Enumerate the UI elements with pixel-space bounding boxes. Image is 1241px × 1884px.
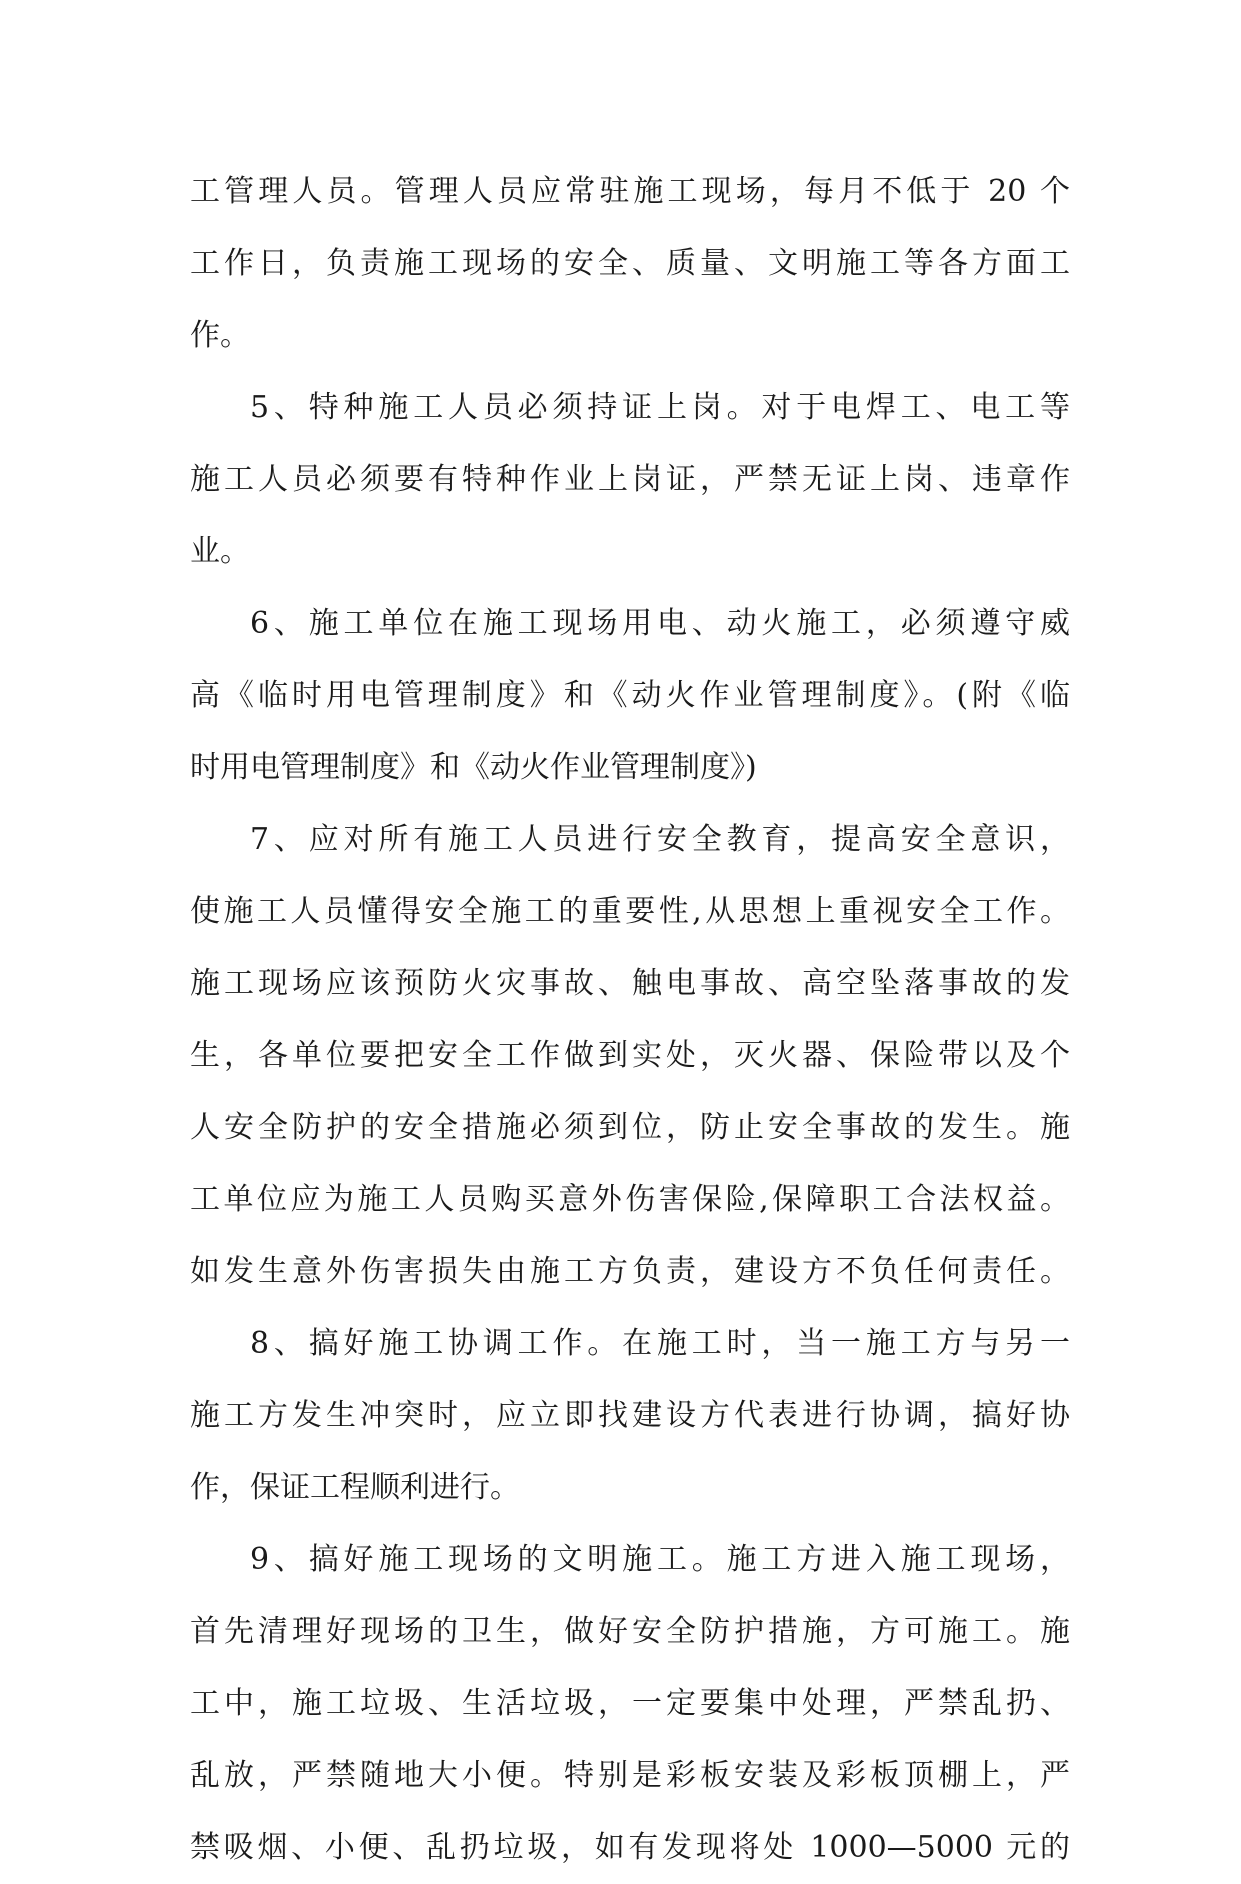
text-line: 如发生意外伤害损失由施工方负责，建设方不负任何责任。 — [190, 1254, 1070, 1289]
text-line: 人安全防护的安全措施必须到位，防止安全事故的发生。施 — [190, 1110, 1070, 1145]
paragraph-6-start: 6、施工单位在施工现场用电、动火施工，必须遵守威 — [250, 606, 1070, 641]
text-line: 施工现场应该预防火灾事故、触电事故、高空坠落事故的发 — [190, 966, 1070, 1001]
text-line: 施工方发生冲突时，应立即找建设方代表进行协调，搞好协 — [190, 1398, 1070, 1433]
text-line: 生，各单位要把安全工作做到实处，灭火器、保险带以及个 — [190, 1038, 1070, 1073]
text-line: 首先清理好现场的卫生，做好安全防护措施，方可施工。施 — [190, 1614, 1070, 1649]
text-line: 作，保证工程顺利进行。 — [190, 1470, 520, 1505]
text-line: 乱放，严禁随地大小便。特别是彩板安装及彩板顶棚上，严 — [190, 1758, 1070, 1793]
text-line: 施工人员必须要有特种作业上岗证，严禁无证上岗、违章作 — [190, 462, 1070, 497]
text-line: 使施工人员懂得安全施工的重要性,从思想上重视安全工作。 — [190, 894, 1070, 929]
text-line: 工中，施工垃圾、生活垃圾，一定要集中处理，严禁乱扔、 — [190, 1686, 1070, 1721]
text-line: 工作日，负责施工现场的安全、质量、文明施工等各方面工 — [190, 246, 1070, 281]
text-line: 时用电管理制度》和《动火作业管理制度》) — [190, 750, 757, 785]
text-line: 业。 — [190, 534, 250, 569]
text-line: 禁吸烟、小便、乱扔垃圾，如有发现将处 1000—5000 元的 — [190, 1830, 1070, 1865]
text-line: 工管理人员。管理人员应常驻施工现场，每月不低于 20 个 — [190, 174, 1070, 209]
text-line: 工单位应为施工人员购买意外伤害保险,保障职工合法权益。 — [190, 1182, 1070, 1217]
paragraph-5-start: 5、特种施工人员必须持证上岗。对于电焊工、电工等 — [250, 390, 1070, 425]
paragraph-8-start: 8、搞好施工协调工作。在施工时，当一施工方与另一 — [250, 1326, 1070, 1361]
paragraph-7-start: 7、应对所有施工人员进行安全教育，提高安全意识， — [250, 822, 1070, 857]
text-line: 作。 — [190, 318, 250, 353]
paragraph-9-start: 9、搞好施工现场的文明施工。施工方进入施工现场， — [250, 1542, 1070, 1577]
body-text — [190, 156, 1070, 1884]
text-line: 高《临时用电管理制度》和《动火作业管理制度》。(附《临 — [190, 678, 1070, 713]
